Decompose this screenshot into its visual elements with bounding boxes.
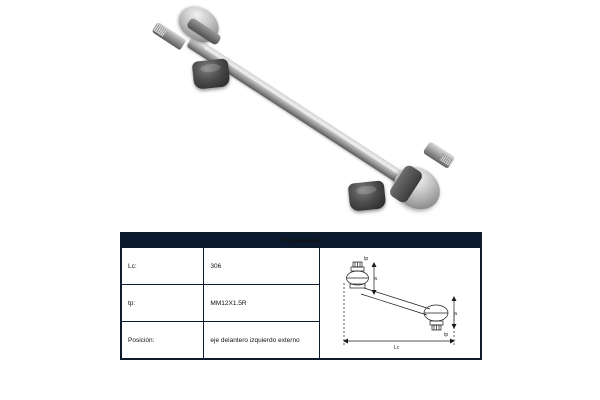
diagram-label-bottom-thread: tp [443,332,448,338]
row-value-lc: 306 [204,248,319,285]
row-label-posicion: Posición: [122,322,204,359]
dimension-diagram-cell [319,248,481,359]
loose-nut-upper-icon [192,58,231,90]
diagram-label-top-thread: tp [363,256,368,262]
properties-table [120,232,482,360]
table-row [122,248,481,285]
diagram-label-length: Lc [393,345,399,351]
row-label-lc: Lc: [122,248,204,285]
diagram-label-right-height: ⌀ [452,311,459,315]
loose-nut-lower-icon [348,180,387,212]
table-header-row [122,234,481,248]
row-value-posicion: eje delantero izquierdo externo [204,322,319,359]
lower-threaded-stud-icon [423,141,456,169]
row-label-tp: tp: [122,285,204,322]
properties-table-title: Propiedades [122,234,481,248]
diagram-label-left-height: ⌀ [372,276,379,280]
row-value-tp: MM12X1.5R [204,285,319,322]
stabilizer-link-dimension-diagram [326,253,472,353]
